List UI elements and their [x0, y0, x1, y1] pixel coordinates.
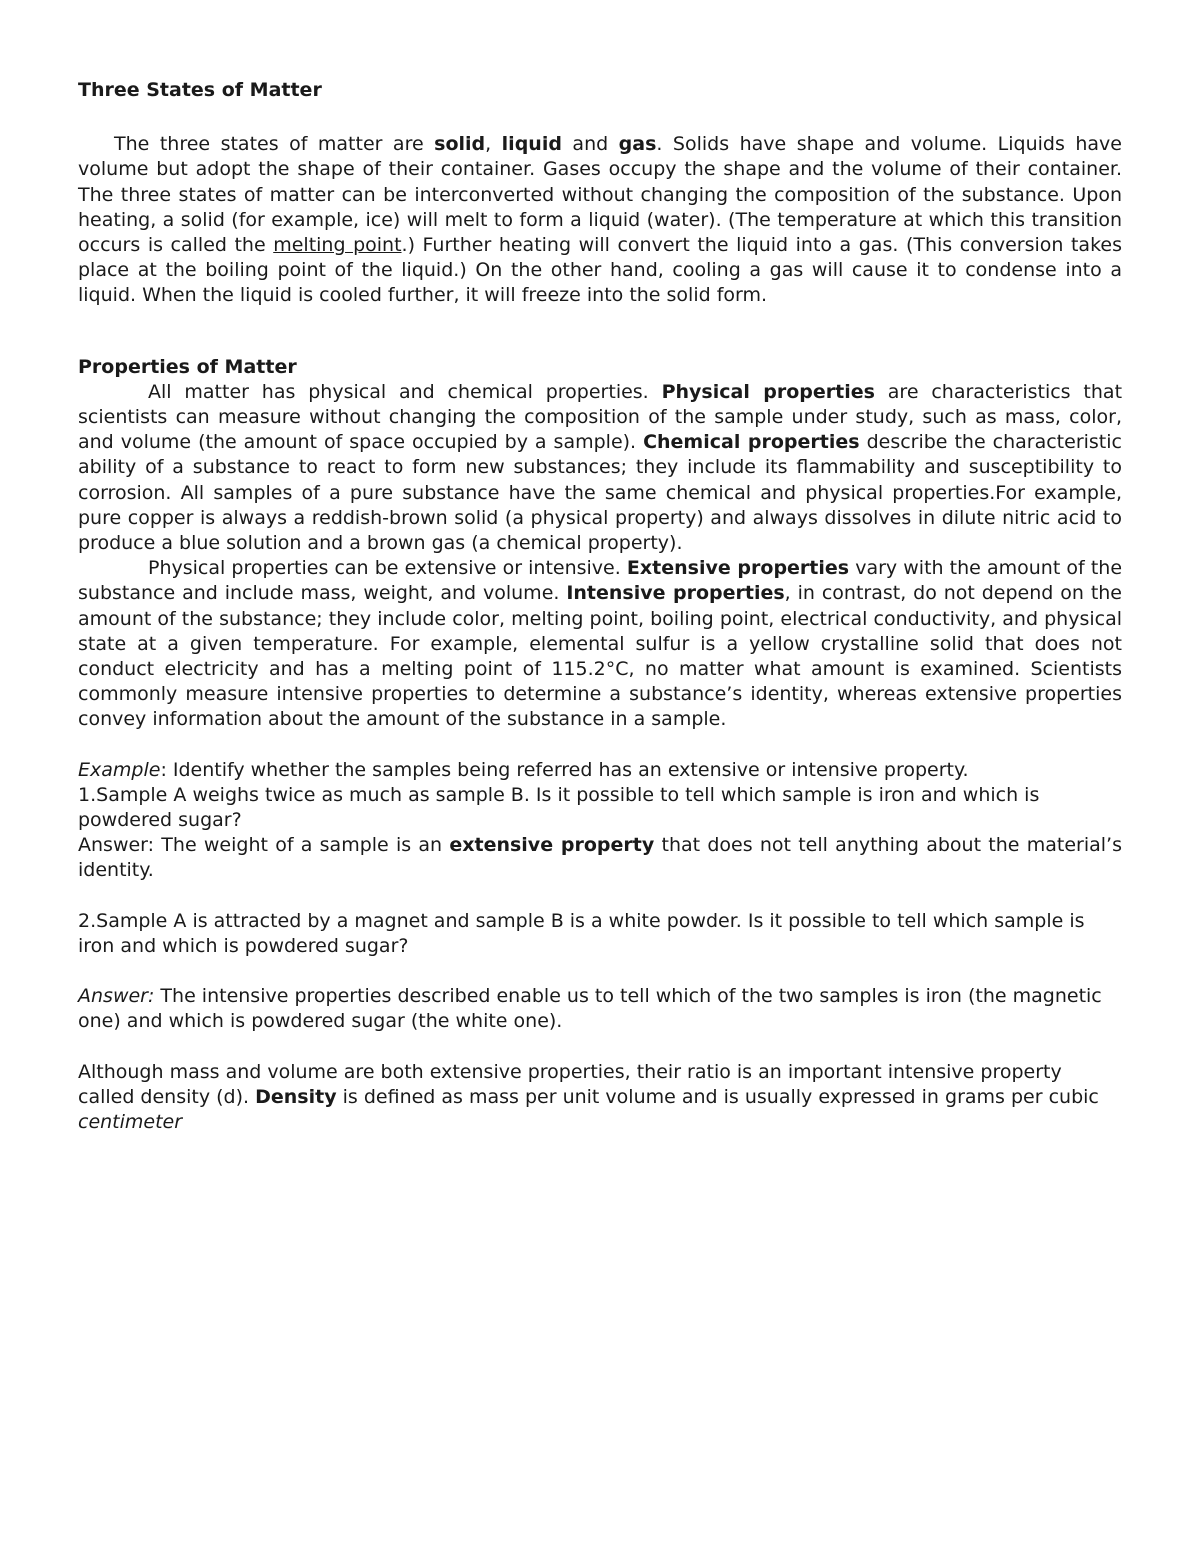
text-run: Physical properties can be extensive or intensive. [148, 557, 627, 580]
paragraph-density [78, 1060, 1122, 1136]
paragraph-physical-chemical-properties [78, 380, 1122, 556]
example-intro [78, 758, 1122, 783]
text-run: describe the characteristic ability of a substance to react to form new substances; they include its flammability and susceptibility to corrosion. All samples of a pure substance have the same chemical and physical properties.For example, pure copper is always a reddish-brown solid (a physical property) and always dissolves in dilute nitric acid to produce a blue solution and a brown gas (a chemical property). [78, 431, 1122, 555]
text-run: .) Further heating will convert the liquid into a gas. (This conversion takes place at the boiling point of the liquid.) On the other hand, cooling a gas will cause it to condense into a liquid. When the liquid is cooled further, it will freeze into the solid form. [78, 234, 1122, 307]
paragraph-states-of-matter [78, 132, 1122, 308]
text-run: that does not tell anything about the material’s identity. [78, 834, 1122, 882]
answer-label: Answer: [78, 985, 155, 1008]
text-run: , [485, 133, 502, 156]
term-liquid: liquid [501, 133, 562, 156]
term-melting-point: melting point [273, 234, 402, 257]
example-answer-1 [78, 833, 1122, 883]
text-run: All matter has physical and chemical properties. [148, 380, 662, 403]
heading-properties-of-matter: Properties of Matter [78, 355, 297, 378]
example-label: Example [78, 758, 161, 781]
text-run: , in contrast, do not depend on the amount of the substance; they include color, melting point, boiling point, electrical conductivity, and physical state at a given temperature. For example, elemental sulfur is a yellow crystalline solid that does not conduct electricity and has a melting point of 115.2°C, no matter what amount is examined. Scientists commonly measure intensive properties to determine a substance’s identity, whereas extensive properties convey information about the amount of the substance in a sample. [78, 582, 1122, 731]
document-page [78, 78, 1122, 1135]
spacer [78, 884, 1122, 909]
example-answer-2 [78, 984, 1122, 1034]
text-run: : Identify whether the samples being referred has an extensive or intensive property. [160, 758, 969, 781]
spacer [78, 103, 1122, 132]
heading-three-states-of-matter: Three States of Matter [78, 79, 322, 101]
term-solid: solid [434, 133, 486, 156]
spacer [78, 959, 1122, 984]
paragraph-extensive-intensive [78, 556, 1122, 732]
term-extensive-properties: Extensive properties [626, 557, 850, 580]
example-question-1: 1.Sample A weighs twice as much as sample B. Is it possible to tell which sample is iron and which is powdered sugar? [78, 783, 1040, 832]
text-run: The three states of matter are [114, 133, 435, 156]
text-run: Answer: The weight of a sample is an [78, 834, 450, 857]
text-run: are characteristics that scientists can measure without changing the composition of the sample under study, such as mass, color, and volume (the amount of space occupied by a sample). [78, 380, 1123, 454]
text-run: The intensive properties described enable us to tell which of the two samples is iron (the magnetic one) and which is powdered sugar (the white one). [78, 985, 1102, 1033]
spacer [78, 309, 1122, 355]
text-run: and [561, 133, 619, 156]
term-intensive-properties: Intensive properties [566, 582, 785, 605]
term-extensive-property: extensive property [449, 834, 655, 857]
spacer [78, 733, 1122, 758]
term-gas: gas [618, 133, 657, 156]
term-density: Density [255, 1085, 337, 1108]
text-run: . Solids have shape and volume. Liquids have volume but adopt the shape of their container. Gases occupy the shape and the volume of their container. The three states of matter can be interconverted without changing the composition of the substance. Upon heating, a solid (for example, ice) will melt to form a liquid (water). (The temperature at which this transition occurs is called the [78, 133, 1122, 257]
text-run: Although mass and volume are both extensive properties, their ratio is an important intensive property called density (d). [78, 1060, 1062, 1108]
text-run: is defined as mass per unit volume and is usually expressed in grams per cubic [336, 1085, 1099, 1108]
term-chemical-properties: Chemical properties [643, 431, 860, 454]
example-question-2: 2.Sample A is attracted by a magnet and sample B is a white powder. Is it possible to tell which sample is iron and which is powdered sugar? [78, 909, 1085, 957]
text-run: vary with the amount of the substance and include mass, weight, and volume. [78, 557, 1123, 605]
term-centimeter: centimeter [78, 1110, 183, 1133]
spacer [78, 1035, 1122, 1060]
term-physical-properties: Physical properties [661, 380, 875, 403]
